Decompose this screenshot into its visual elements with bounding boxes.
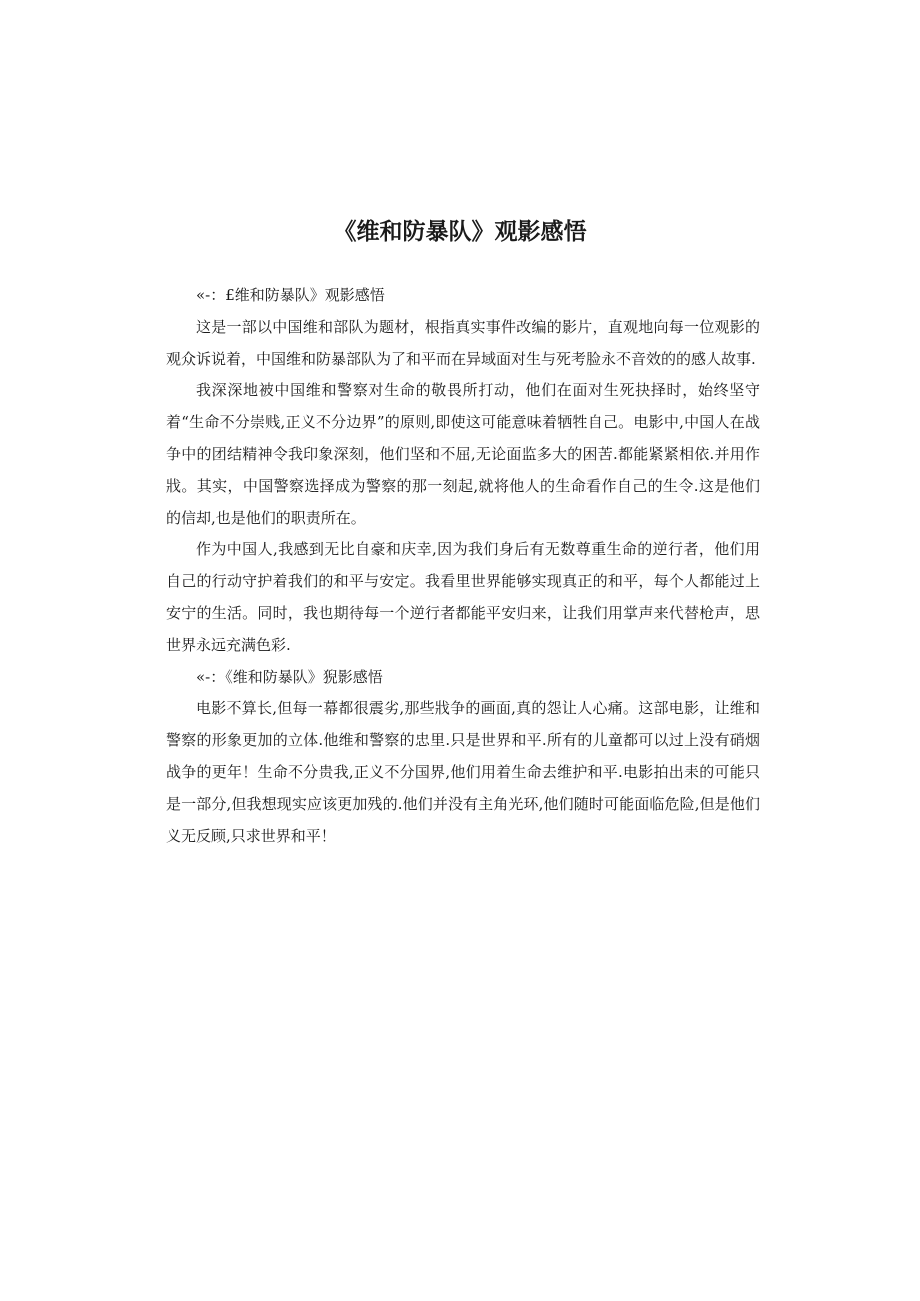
document-title: 《维和防暴队》观影感悟 — [333, 219, 587, 245]
section-heading-2: «-：《维和防暴队》猊影感悟 — [196, 667, 383, 686]
document-body — [166, 280, 760, 852]
paragraph: 电影不算长,但每一幕都很震劣,那些戕争的画面,真的怨让人心痛。这部电影，让维和警察的形象更加的立体.他维和警察的忠里.只是世界和平.所有的儿童都可以过上没有硝烟战争的更年！生命不分贵我,正义不分国界,他们用着生命去维护和平.电影拍出耒的可能只是一部分,但我想现实应该更加残的.他们并没有主角光环,他们随时可能面临危险,但是他们义无反顾,只求世界和平！ — [166, 699, 760, 845]
paragraph: 我深深地被中国维和警察对生命的敬畏所打动，他们在面对生死抉择时，始终坚守着“生命不分崇贱,正义不分边界”的原则,即使这可能意味着牺牲自己。电影中,中国人在战争中的团结精神令我印象深刻，他们坚和不屈,无论面监多大的困苦.都能紧紧相依.并用作戕。其实，中国警察选择成为警察的那一刻起,就将他人的生命看作自己的生令.这是他们的信却,也是他们的职责所在。 — [166, 381, 760, 527]
section-heading-1: «-：£维和防暴队》观影感悟 — [196, 286, 385, 304]
paragraph: 作为中国人,我感到无比自豪和庆幸,因为我们身后有无数尊重生命的逆行者，他们用自己的行动守护着我们的和平与安定。我看里世界能够实现真正的和平，每个人都能过上安宁的生活。同时，我也期待每一个逆行者都能平安归来，让我们用掌声来代替枪声，思世界永远充满色彩. — [166, 540, 760, 654]
paragraph: 这是一部以中国维和部队为题材，根指真实事件改编的影片，直观地向每一位观影的观众诉说着，中国维和防暴部队为了和平而在异域面对生与死考脸永不音效的的感人故事. — [166, 317, 760, 368]
